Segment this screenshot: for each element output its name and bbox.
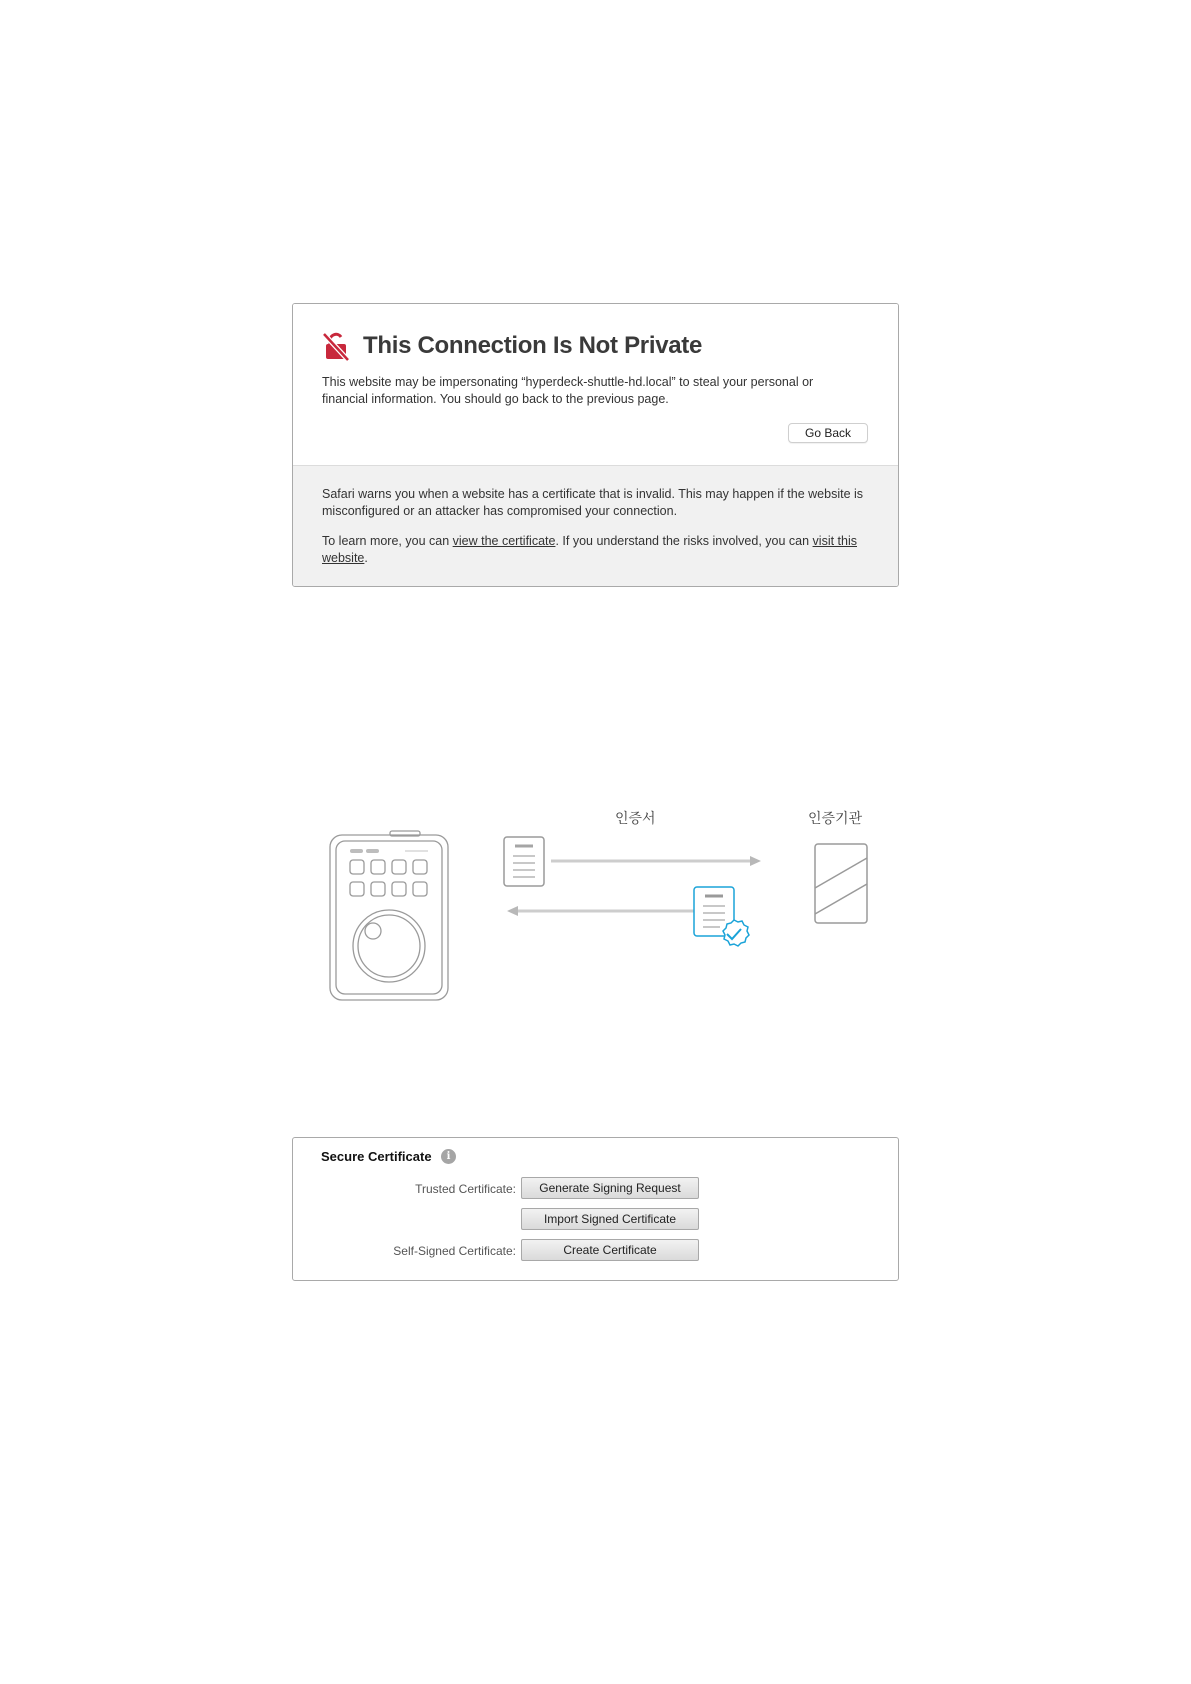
info-icon[interactable]: i [441, 1149, 456, 1164]
view-certificate-link[interactable]: view the certificate [452, 534, 556, 548]
learn-more-middle: . If you understand the risks involved, you can [555, 534, 813, 548]
certificate-label: 인증서 [615, 811, 656, 827]
create-certificate-button[interactable]: Create Certificate [521, 1239, 699, 1261]
certificate-authority-icon [815, 844, 867, 923]
page-title: This Connection Is Not Private [363, 332, 703, 359]
import-signed-certificate-button[interactable]: Import Signed Certificate [521, 1208, 699, 1230]
warning-explanation: Safari warns you when a website has a certificate that is invalid. This may happen if the website is misconfigured or an attacker has compromised your connection. [322, 487, 864, 518]
warning-message: This website may be impersonating “hyperdeck-shuttle-hd.local” to steal your personal or financial information. You should go back to the previous page. [322, 375, 814, 406]
signed-certificate-icon [694, 887, 749, 946]
certificate-document-icon [504, 837, 544, 886]
arrow-left-icon [507, 906, 694, 916]
secure-certificate-title: Secure Certificate [321, 1149, 432, 1164]
arrow-right-icon [551, 856, 761, 866]
self-signed-certificate-label: Self-Signed Certificate: [393, 1244, 516, 1258]
learn-more-suffix: . [364, 551, 368, 565]
certificate-authority-label: 인증기관 [808, 811, 863, 827]
secure-certificate-panel [292, 1137, 899, 1281]
visit-website-link[interactable]: visit this website [322, 534, 857, 565]
learn-more-prefix: To learn more, you can [322, 534, 453, 548]
hyperdeck-shuttle-device-icon [330, 831, 448, 1000]
go-back-button[interactable]: Go Back [788, 423, 868, 443]
trusted-certificate-label: Trusted Certificate: [415, 1182, 516, 1196]
generate-signing-request-button[interactable]: Generate Signing Request [521, 1177, 699, 1199]
